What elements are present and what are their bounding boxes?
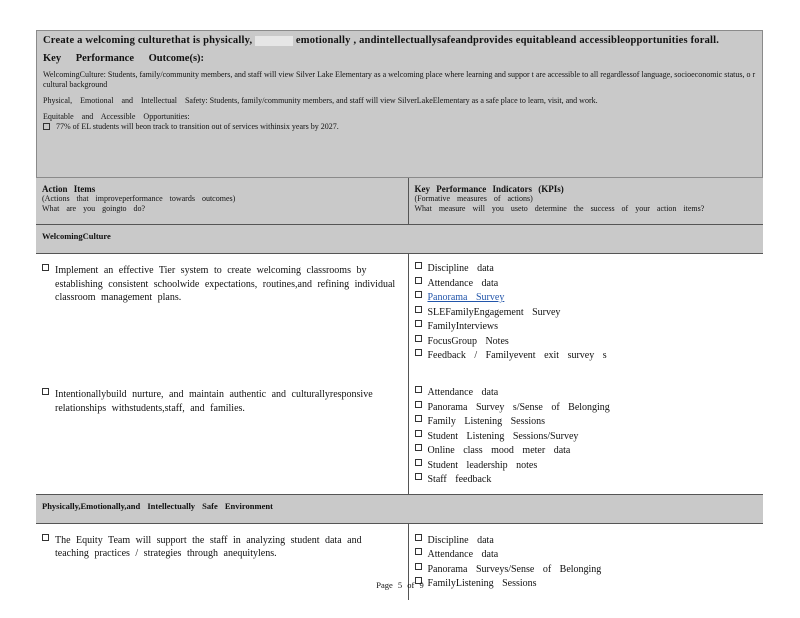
action-items-header [36, 178, 408, 225]
kpi-item: Attendance data [427, 549, 499, 560]
outcome-label: WelcomingCulture: [43, 70, 106, 79]
kpi-item: Attendance data [427, 277, 499, 289]
header-subtitle: What are you goingto do? [42, 204, 146, 213]
checkbox-icon [415, 415, 422, 422]
section-row-welcoming [36, 225, 763, 254]
action-text: Implement an effective Tier system to create welcoming classrooms by establishing consistent schoolwide expectations, routines,and refining individual classroom management plans. [55, 265, 396, 303]
kpi-item: Panorama Survey s/Sense of Belonging [427, 401, 610, 413]
goal-title-part: emotionally [295, 35, 351, 46]
checkbox-icon [415, 320, 422, 327]
checkbox-icon [42, 534, 49, 541]
kpi-item: SLEFamilyEngagement Survey [427, 306, 561, 318]
checkbox-icon [415, 401, 422, 408]
kpi-item: FamilyListening Sessions [427, 578, 537, 589]
goal-title-part: , andintellectuallysafeandprovides [353, 35, 513, 46]
kpi-item: Discipline data [427, 263, 494, 274]
checkbox-icon [42, 388, 49, 395]
kpi-item: Student Listening Sessions/Survey [427, 430, 579, 442]
kpi-item: FamilyInterviews [427, 321, 499, 332]
checkbox-icon [415, 444, 422, 451]
header-title: Action Items [42, 184, 96, 194]
table-row [36, 378, 763, 494]
checkbox-icon [415, 563, 422, 570]
outcome-label: Equitable and Accessible Opportunities: [43, 112, 190, 121]
checkbox-icon [42, 264, 49, 271]
checkbox-icon [415, 349, 422, 356]
kpi-item: Feedback / Familyevent exit survey s [427, 350, 607, 361]
goal-title-part: Create a welcoming culturethat is physically, [43, 35, 253, 46]
checkbox-icon [415, 459, 422, 466]
header-subtitle: (Actions that improveperformance towards outcomes) [42, 194, 236, 203]
outcome-safety [43, 96, 756, 106]
checkbox-icon [415, 262, 422, 269]
header-subtitle: What measure will you useto determine the success of your action items? [414, 204, 705, 213]
kpi-cell [408, 378, 763, 494]
kpi-item: Attendance data [427, 387, 499, 398]
checkbox-icon [415, 277, 422, 284]
checkbox-icon [415, 291, 422, 298]
goal-box [36, 30, 763, 178]
kpo-heading: Key Performance Outcome(s): [43, 53, 205, 64]
outcome-equity [43, 112, 756, 132]
kpi-item: Student leadership notes [427, 459, 538, 471]
kpi-item: Staff feedback [427, 474, 492, 485]
section-label: Physically,Emotionally,and Intellectually Safe Environment [36, 494, 763, 523]
action-cell [36, 254, 408, 379]
redacted-blank [255, 36, 293, 46]
kpi-item: Online class mood meter data [427, 445, 571, 456]
goal-title [43, 35, 756, 47]
kpi-header [408, 178, 763, 225]
kpi-item: Family Listening Sessions [427, 416, 546, 427]
action-cell [36, 378, 408, 494]
section-label: WelcomingCulture [36, 225, 763, 254]
outcome-text: Students, family/community members, and staff will view Silver Lake Elementary as a welcoming place where learning and suppor t are accessible to all regardlessof language, socioeconomic status, o r cultural background [43, 70, 756, 89]
action-table [36, 178, 763, 600]
kpi-cell [408, 254, 763, 379]
page-number: Page 5 of 9 [376, 580, 424, 590]
kpi-item: Panorama Surveys/Sense of Belonging [427, 563, 602, 575]
table-row [36, 254, 763, 379]
action-text: Intentionallybuild nurture, and maintain authentic and culturallyresponsive relationships withstudents,staff, and families. [55, 389, 373, 414]
checkbox-icon [415, 548, 422, 555]
kpi-item-link[interactable]: Panorama Survey [427, 292, 505, 303]
kpi-item: Discipline data [427, 534, 494, 546]
checkbox-icon [43, 123, 50, 130]
checkbox-icon [415, 386, 422, 393]
outcome-text: Students, family/community members, and staff will view SilverLakeElementary as a safe place to learn, visit, and work. [209, 96, 598, 105]
checkbox-icon [415, 430, 422, 437]
header-title: Key Performance Indicators (KPIs) [414, 184, 564, 194]
header-subtitle: (Formative measures of actions) [414, 194, 533, 203]
outcome-text: 77% of EL students will beon track to transition out of services withinsix years by 2027. [56, 122, 339, 131]
kpi-item: FocusGroup Notes [427, 335, 509, 347]
checkbox-icon [415, 306, 422, 313]
checkbox-icon [415, 534, 422, 541]
goal-title-part: equitableand accessibleopportunities forall. [515, 35, 720, 46]
action-text: The Equity Team will support the staff in analyzing student data and teaching practices / strategies through anequitylens. [55, 534, 362, 559]
checkbox-icon [415, 335, 422, 342]
outcome-label: Physical, Emotional and Intellectual Safety: [43, 96, 208, 105]
outcome-welcoming [43, 70, 756, 90]
section-row-safe-environment [36, 494, 763, 523]
checkbox-icon [415, 473, 422, 480]
table-header-row [36, 178, 763, 225]
strategic-plan-page [36, 30, 763, 600]
